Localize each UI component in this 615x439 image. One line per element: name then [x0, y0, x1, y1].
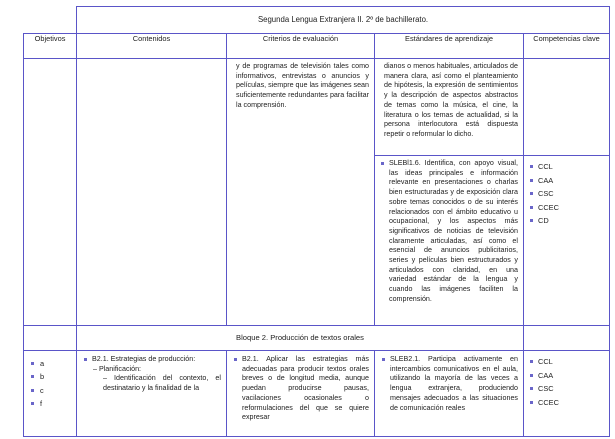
table-title: Segunda Lengua Extranjera II. 2º de bachillerato. [77, 7, 610, 34]
objetivos-cell [24, 351, 77, 437]
objetivos-cell [24, 59, 77, 326]
table-row [24, 59, 610, 156]
column-header-row [24, 34, 610, 59]
estandar-sleb21: SLEB2.1. Participa activamente en intercambios comunicativos en el aula, utilizando la mayoría de las veces a lengua extranjera, produciendo mensajes adecuados a las situaciones de comunicación reales [390, 355, 518, 412]
estandar-cell [375, 156, 524, 326]
objetivos-list [24, 351, 76, 410]
criterio-b21: B2.1. Aplicar las estrategias más adecuadas para producir textos orales breves o de longitud media, aunque puedan producirse pausas, vacilaciones ocasionales o reformulaciones del que se quiere expresar [242, 355, 369, 422]
table-row [24, 351, 610, 437]
list-item: CCL [530, 355, 609, 369]
bullet-icon [31, 402, 34, 405]
competencias-list [524, 156, 609, 228]
list-item: a [31, 357, 76, 370]
list-item: CSC [530, 382, 609, 396]
list-item: CAA [530, 174, 609, 188]
bullet-icon [382, 358, 385, 361]
list-item: CAA [530, 369, 609, 383]
criterios-cell [227, 351, 375, 437]
bullet-icon [530, 387, 533, 390]
estandar-slebl16-text: SLEBl1.6. Identifica, con apoyo visual, las ideas principales e información relevante en presentaciones o charlas bien estructuradas y de exposición clara sobre temas conocidos o de su interés relacionados con el ámbito educativo u ocupacional, y los aspectos más significativos de noticias de televisión claramente articuladas, así como el esencial de anuncios publicitarios, series y películas bien estructurados y articulados con claridad, en una variedad estándar de la lengua y cuando las imágenes faciliten la comprensión. [389, 159, 518, 303]
list-item: f [31, 397, 76, 410]
bullet-icon [530, 192, 533, 195]
bullet-icon [530, 206, 533, 209]
list-item: CSC [530, 187, 609, 201]
list-item: b [31, 370, 76, 383]
contenidos-cell [77, 59, 227, 326]
contenido-identificacion: – Identificación del contexto, el destinatario y la finalidad de la [103, 374, 221, 393]
table-title-row [24, 7, 610, 34]
contenido-planificacion: – Planificación: [93, 364, 142, 373]
bullet-icon [530, 374, 533, 377]
contenidos-cell [77, 351, 227, 437]
bullet-icon [530, 179, 533, 182]
criterios-cell [227, 59, 375, 326]
contenido-item [83, 355, 221, 365]
block-title-row [24, 326, 610, 351]
bullet-icon [84, 358, 87, 361]
bullet-icon [234, 358, 237, 361]
list-item: CD [530, 214, 609, 228]
bullet-icon [31, 375, 34, 378]
estandar-continuation-text: dianos o menos habituales, articulados de manera clara, así como el planteamiento de hipótesis, la expresión de sentimientos y la descripción de aspectos abstractos de temas como la música, el cine, la literatura o los temas de actualidad, si la persona interlocutora está dispuesta repetir o reformular lo dicho. [384, 62, 518, 138]
bullet-icon [381, 162, 384, 165]
bullet-icon [530, 165, 533, 168]
competencias-empty-cell [524, 59, 610, 156]
contenido-b21: B2.1. Estrategias de producción: [92, 355, 196, 363]
header-objetivos: Objetivos [24, 34, 77, 59]
bullet-icon [530, 219, 533, 222]
bullet-icon [31, 362, 34, 365]
list-item: c [31, 384, 76, 397]
block-2-title: Bloque 2. Producción de textos orales [77, 326, 524, 351]
list-item: CCEC [530, 201, 609, 215]
estandar-item [375, 351, 523, 413]
header-criterios: Criterios de evaluación [227, 34, 375, 59]
header-contenidos: Contenidos [77, 34, 227, 59]
criterio-item [227, 351, 374, 423]
title-blank-cell [24, 7, 77, 34]
block-blank-left-cell [24, 326, 77, 351]
bullet-icon [530, 401, 533, 404]
curriculum-table [23, 6, 610, 437]
criterio-text: y de programas de televisión tales como informativos, entrevistas o anuncios y películas, siempre que las imágenes sean suficientemente redundantes para facilitar la comprensión. [236, 62, 369, 109]
bullet-icon [530, 360, 533, 363]
estandar-cell [375, 351, 524, 437]
contenidos-block [77, 351, 226, 394]
block-blank-right-cell [524, 326, 610, 351]
header-competencias: Competencias clave [524, 34, 610, 59]
list-item: CCL [530, 160, 609, 174]
list-item: CCEC [530, 396, 609, 410]
estandar-item [375, 156, 523, 307]
competencias-cell [524, 156, 610, 326]
competencias-list [524, 351, 609, 409]
header-estandares: Estándares de aprendizaje [375, 34, 524, 59]
estandar-cell [375, 59, 524, 156]
competencias-cell [524, 351, 610, 437]
bullet-icon [31, 389, 34, 392]
